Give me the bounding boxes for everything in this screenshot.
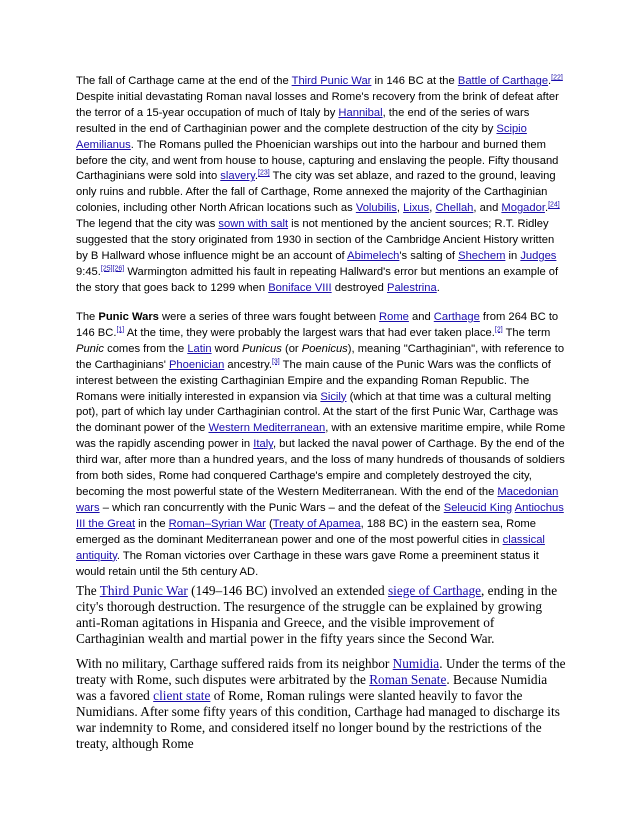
italic-term: Punic [76, 342, 104, 355]
body-text: The main cause of the Punic Wars was the conflicts of interest between the existing Carthaginian Empire and the expanding Roman Republic. The Romans were initially interested in expansion via [76, 358, 551, 403]
citation-superscript [548, 202, 560, 209]
inline-link[interactable]: siege of Carthage [387, 583, 482, 598]
inline-link[interactable]: Roman–Syrian War [168, 517, 266, 530]
inline-link[interactable]: Italy [253, 438, 273, 451]
inline-link[interactable]: Lixus [403, 202, 430, 215]
body-text: (which at that time was a cultural melting pot), part of which lay under Carthaginian control. At the start of the first Punic War, Carthage was the dominant power of the [76, 390, 559, 435]
body-text: The legend that the city was [76, 218, 219, 231]
body-text: , with an extensive maritime empire, while Rome was the rapidly ascending power in [76, 422, 566, 451]
body-text: , ending in the city's thorough destruction. The resurgence of the struggle can be explained by growing anti-Roman agitations in Hispania and Greece, and the visible improvement of Carthaginian wealth and martial power in the fifty years since the Second War. [76, 583, 558, 647]
body-text: Despite initial devastating Roman naval losses and Rome's recovery from the brink of defeat after the terror of a 15-year occupation of much of Italy by [76, 90, 559, 119]
body-text: The [76, 583, 100, 598]
body-text: , 188 BC) in the eastern sea, Rome emerged as the dominant Mediterranean power and one of the most powerful cities in [76, 517, 536, 546]
citation-link[interactable]: [24] [548, 201, 560, 209]
inline-link[interactable]: Western Mediterranean [208, 422, 326, 435]
body-text: . [254, 170, 258, 183]
inline-link[interactable]: Rome [379, 311, 409, 323]
body-text: The [76, 311, 99, 323]
inline-link[interactable]: slavery [220, 170, 255, 183]
body-text: ancestry. [224, 358, 272, 371]
body-text: in 146 BC at the [371, 75, 458, 87]
body-text: Warmington admitted his fault in repeating Hallward's error but mentions an example of the story that goes back to 1299 when [76, 265, 559, 294]
inline-link[interactable]: Shechem [458, 249, 506, 262]
inline-link[interactable]: Carthage [433, 311, 480, 323]
citation-link[interactable]: [1] [116, 326, 125, 334]
body-text: , the end of the series of wars resulted in the end of Carthaginian power and the complete destruction of the city by [76, 106, 530, 135]
body-text: ( [265, 517, 273, 530]
citation-link[interactable]: [2] [494, 326, 503, 334]
inline-link[interactable]: Judges [520, 249, 557, 262]
inline-link[interactable]: Mogador [501, 202, 545, 215]
inline-link[interactable]: Seleucid King [443, 501, 513, 514]
inline-link[interactable]: Battle of Carthage [457, 75, 549, 87]
inline-link[interactable]: Roman Senate [369, 672, 447, 688]
italic-term: Punicus [242, 342, 282, 355]
inline-link[interactable]: sown with salt [218, 218, 289, 231]
citation-superscript [101, 265, 124, 272]
body-text: were a series of three wars fought between [158, 311, 380, 323]
paragraph-fall-of-carthage [76, 74, 566, 297]
body-text: With no military, Carthage suffered raids from its neighbor [76, 656, 393, 671]
body-text: ), meaning "Carthaginian", with reference to the Carthaginians' [76, 342, 565, 371]
citation-link[interactable]: [23] [258, 169, 270, 177]
body-text: is not mentioned by the ancient sources; R.T. Ridley suggested that the story originated from 1930 in section of the Cambridge Ancient History written by B Hallward whose influence might be an account of [76, 218, 555, 262]
body-text: from 264 BC to 146 BC. [76, 311, 559, 339]
inline-link[interactable]: Scipio Aemilianus [76, 122, 527, 151]
inline-link[interactable]: Treaty of Apamea [272, 517, 361, 530]
body-text: (149–146 BC) involved an extended [187, 583, 388, 598]
body-text: . The Roman victories over Carthage in these wars gave Rome a preeminent status it would retain until the 5th century AD. [76, 549, 539, 578]
body-text: . Under the terms of the treaty with Rome, such disputes were arbitrated by the [76, 656, 566, 688]
inline-link[interactable]: Latin [187, 342, 212, 355]
body-text: . [544, 202, 549, 215]
italic-term: Poenicus [301, 342, 348, 355]
inline-link[interactable]: Phoenician [168, 358, 225, 371]
inline-link[interactable]: Boniface VIII [268, 281, 332, 294]
paragraph-punic-wars [76, 310, 566, 580]
body-text: , [396, 202, 404, 215]
body-text: word [211, 342, 243, 355]
body-text: , but lacked the naval power of Carthage. By the end of the third war, after more than a hundred years, and the loss of many hundreds of thousands of soldiers from both sides, Rome had conquered Carthage's empire and completely destroyed the city, becoming the most powerful state of the Western Mediterranean. With the end of the [76, 438, 565, 498]
inline-link[interactable]: Third Punic War [291, 75, 372, 87]
citation-superscript [495, 326, 503, 333]
body-text: The city was set ablaze, and razed to the ground, leaving only ruins and rubble. After the fall of Carthage, Rome annexed the majority of the Carthaginian colonies, including other North African locations such as [76, 170, 556, 215]
inline-link[interactable]: Palestrina [386, 281, 437, 294]
inline-link[interactable]: Volubilis [355, 202, 397, 215]
inline-link[interactable]: Macedonian wars [76, 485, 559, 514]
citation-superscript [272, 358, 280, 365]
inline-link[interactable]: Third Punic War [99, 583, 188, 598]
inline-link[interactable]: Numidia [392, 656, 440, 671]
paragraph-third-punic-war [76, 583, 566, 647]
body-text: 's salting of [399, 249, 459, 262]
citation-superscript [551, 74, 563, 81]
paragraph-numidia-raids [76, 656, 566, 753]
citation-link[interactable]: [22] [551, 74, 563, 82]
inline-link[interactable]: Hannibal [338, 106, 383, 119]
body-text: , and [473, 202, 502, 215]
inline-link[interactable]: Chellah [435, 202, 474, 215]
citation-superscript [258, 170, 270, 177]
citation-link[interactable]: [3] [271, 357, 280, 365]
body-text: At the time, they were probably the largest wars that had ever taken place. [124, 326, 495, 339]
body-text: of Rome, Roman rulings were slanted heavily to favor the Numidians. After some fifty years of this condition, Carthage had managed to discharge its war indemnity to Rome, and considered itself no longer bound by the restrictions of the treaty, although Rome [76, 688, 560, 752]
body-text: and [408, 311, 434, 323]
inline-link[interactable]: client state [153, 688, 211, 704]
body-text: The fall of Carthage came at the end of the [76, 75, 292, 87]
body-text: (or [281, 342, 302, 355]
inline-link[interactable]: Antiochus III the Great [76, 501, 564, 530]
body-text: in [505, 249, 521, 262]
inline-link[interactable]: Abimelech [347, 249, 400, 262]
body-text: , [429, 202, 436, 215]
body-text: . The Romans pulled the Phoenician warships out into the harbour and burned them before the city, and went from house to house, capturing and enslaving the people. Fifty thousand Carthaginians were sold into [76, 138, 559, 183]
body-text: . [548, 75, 552, 87]
bold-term: Punic Wars [98, 311, 159, 323]
citation-link[interactable]: [25][26] [100, 265, 125, 273]
body-text: comes from the [104, 342, 188, 355]
inline-link[interactable]: classical antiquity [76, 533, 545, 562]
body-text: destroyed [331, 281, 387, 294]
body-text: – which ran concurrently with the Punic Wars – and the defeat of the [99, 501, 444, 514]
body-text: The term [502, 326, 551, 339]
body-text: . [436, 281, 440, 294]
inline-link[interactable]: Sicily [320, 390, 347, 403]
body-text: . Because Numidia was a favored [76, 672, 548, 704]
body-text: 9:45. [76, 265, 101, 278]
body-text: in the [135, 517, 169, 530]
